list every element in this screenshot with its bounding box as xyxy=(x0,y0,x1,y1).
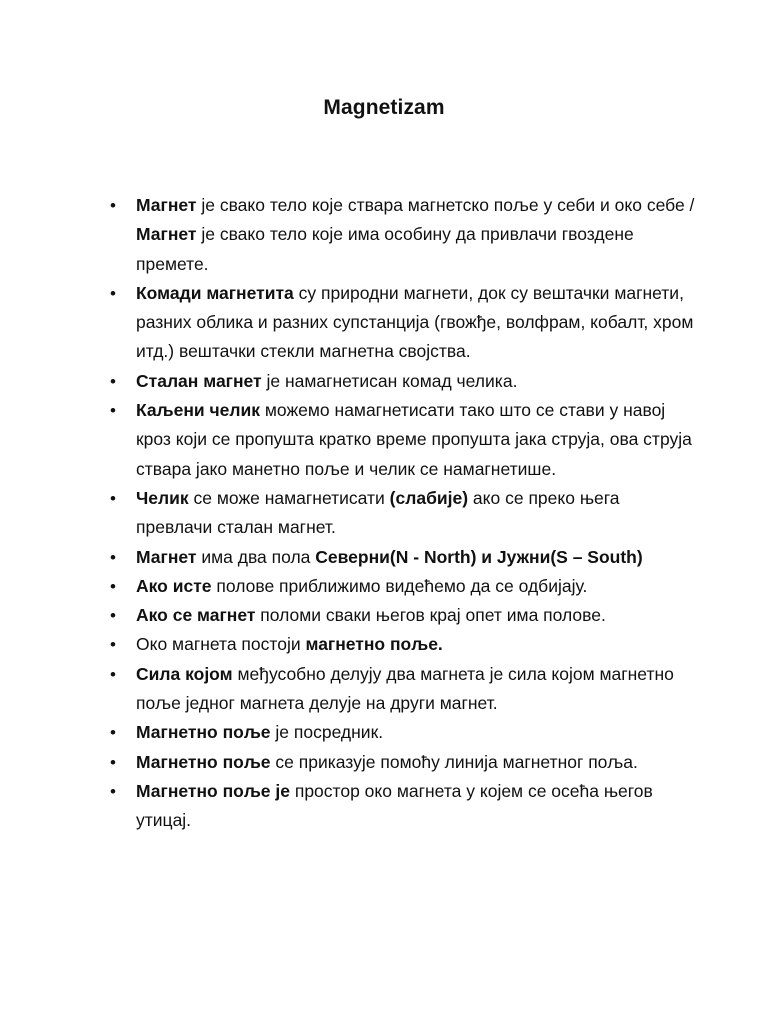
list-item xyxy=(108,660,698,719)
bullet-icon: • xyxy=(110,196,116,215)
text-segment: се може намагнетисати xyxy=(188,487,390,508)
bullet-icon: • xyxy=(110,401,116,421)
bold-text: Сталан магнет xyxy=(136,370,262,391)
text-segment: је свако тело које има особину да привлачи гвоздене премете. xyxy=(136,224,634,274)
text-segment: је намагнетисан комад челика. xyxy=(261,370,518,391)
bold-text: Комади магнетита xyxy=(136,282,294,303)
text-segment: можемо намагнетисати тако што се стави у навој кроз који се пропушта кратко време пропушта јака струја, ова струја ствара јако манетно поље и челик се намагнетише. xyxy=(136,400,692,479)
bold-text: Челик xyxy=(136,487,189,508)
text-segment: Око магнета постоји xyxy=(136,634,306,655)
document-title: Magnetizam xyxy=(323,96,445,119)
bullet-icon: • xyxy=(110,781,116,801)
bold-text: Северни(N - North) и Јужни(S – South) xyxy=(315,546,643,567)
list-item xyxy=(108,191,698,279)
list-item xyxy=(108,718,698,747)
text-segment: је свако тело које ствара магнетско поље у себи и око себе / xyxy=(196,195,695,215)
bullet-icon: • xyxy=(110,635,116,655)
text-segment: поломи сваки његов крај опет има полове. xyxy=(255,605,606,626)
bullet-icon: • xyxy=(110,723,116,743)
list-item xyxy=(108,367,698,396)
bold-text: Ако исте xyxy=(136,575,212,596)
bold-text: Магнетно поље xyxy=(136,722,271,743)
bullet-icon: • xyxy=(110,752,116,772)
text-segment: су природни магнети, док су вештачки магнети, разних облика и разних супстанција (гвожђе, волфрам, кобалт, хром итд.) вештачки стекли магнетна својства. xyxy=(136,282,694,362)
bullet-icon: • xyxy=(110,576,116,596)
text-segment: међусобно делују два магнета је сила којом магнетно поље једног магнета делује на други магнет. xyxy=(136,663,674,714)
bullet-icon: • xyxy=(110,283,116,303)
text-segment: има два пола xyxy=(196,546,316,567)
bold-text: Сила којом xyxy=(136,663,233,684)
bold-text: Магнет xyxy=(136,195,197,215)
bullet-list xyxy=(108,191,698,836)
list-item xyxy=(108,777,698,836)
bold-text: Каљени челик xyxy=(136,400,261,421)
bold-text: Магнет xyxy=(136,224,197,245)
list-item xyxy=(108,279,698,367)
list-item xyxy=(108,748,698,777)
text-segment: се приказује помоћу линија магнетног поља. xyxy=(270,751,638,772)
text-segment: простор око магнета у којем се осећа његов утицај. xyxy=(136,780,653,831)
text-segment: је посредник. xyxy=(270,722,384,743)
list-item xyxy=(108,396,698,484)
bullet-icon: • xyxy=(110,371,116,391)
bullet-icon: • xyxy=(110,547,116,567)
bold-text: Магнетно поље xyxy=(136,751,271,772)
bullet-icon: • xyxy=(110,664,116,684)
list-item xyxy=(108,601,698,630)
bold-text: Ако се магнет xyxy=(136,605,256,626)
bold-text: магнетно поље. xyxy=(305,634,443,655)
list-item xyxy=(108,484,698,543)
list-item xyxy=(108,543,698,572)
bullet-icon: • xyxy=(110,488,116,508)
list-item xyxy=(108,572,698,601)
text-segment: ако се преко њега превлачи сталан магнет. xyxy=(136,487,620,538)
bold-text: Магнет xyxy=(136,546,197,567)
bullet-icon: • xyxy=(110,606,116,626)
bold-text: (слабије) xyxy=(389,487,469,508)
text-segment: полове приближимо видећемо да се одбијају. xyxy=(211,575,588,596)
bold-text: Магнетно поље је xyxy=(136,780,290,801)
list-item xyxy=(108,630,698,659)
